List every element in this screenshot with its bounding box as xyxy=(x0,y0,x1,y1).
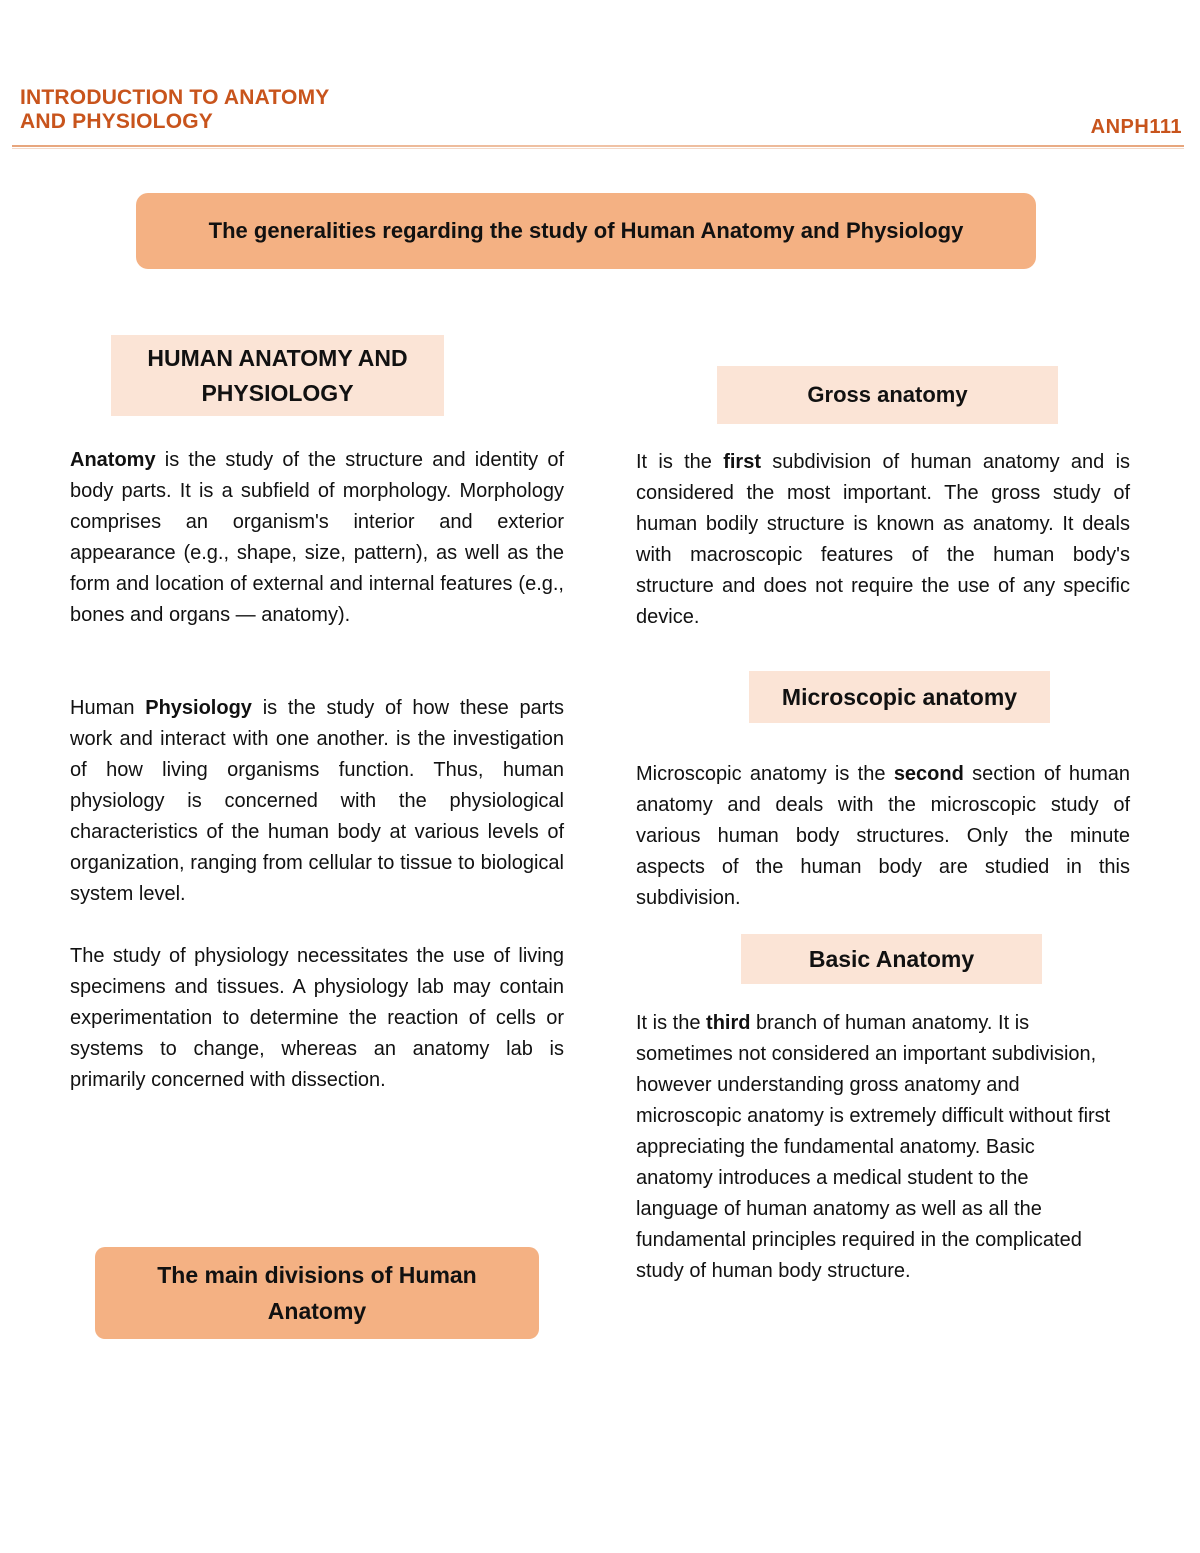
microscopic-text: section of human anatomy and deals with the microscopic study of various human body structures. Only the minute aspects of the human body are studied in this subdivision. xyxy=(636,763,1130,909)
gross-anatomy-heading-text: Gross anatomy xyxy=(807,382,968,407)
microscopic-anatomy-paragraph xyxy=(636,759,1130,914)
lab-paragraph xyxy=(70,941,564,1096)
microscopic-anatomy-heading xyxy=(749,671,1050,723)
physiology-prefix: Human xyxy=(70,697,146,719)
physiology-paragraph xyxy=(70,693,564,910)
basic-prefix: It is the xyxy=(636,1012,707,1034)
lab-text: The study of physiology necessitates the use of living specimens and tissues. A physiology lab may contain experimentation to determine the reaction of cells or systems to change, whereas an anatomy lab is primarily concerned with dissection. xyxy=(70,945,564,1091)
generalities-banner xyxy=(136,193,1036,269)
document-title xyxy=(20,86,329,134)
heading-line2: PHYSIOLOGY xyxy=(201,379,354,406)
basic-term: third xyxy=(706,1012,751,1034)
generalities-banner-text: The generalities regarding the study of Human Anatomy and Physiology xyxy=(208,218,964,243)
physiology-text: is the study of how these parts work and interact with one another. is the investigation of how living organisms function. Thus, human physiology is concerned with the physiological characteristics of the human body at various levels of organization, ranging from cellular to tissue to biological system level. xyxy=(70,697,565,905)
gross-anatomy-paragraph xyxy=(636,447,1130,633)
microscopic-term: second xyxy=(893,763,964,785)
basic-anatomy-heading xyxy=(741,934,1042,984)
main-divisions-line2: Anatomy xyxy=(267,1298,367,1324)
microscopic-anatomy-heading-text: Microscopic anatomy xyxy=(781,683,1018,710)
header-divider-shadow xyxy=(12,148,1184,149)
header-divider xyxy=(12,145,1184,147)
microscopic-prefix: Microscopic anatomy is the xyxy=(636,763,894,785)
gross-prefix: It is the xyxy=(636,451,724,473)
basic-anatomy-heading-text: Basic Anatomy xyxy=(808,945,975,972)
gross-anatomy-heading xyxy=(717,366,1058,424)
document-title-line2: AND PHYSIOLOGY xyxy=(20,110,213,133)
anatomy-text: is the study of the structure and identity of body parts. It is a subfield of morphology. Morphology comprises an organism's interior and exterior appearance (e.g., shape, size, pattern), as well as the form and location of external and internal features (e.g., bones and organs — anatomy). xyxy=(70,449,564,626)
basic-text: branch of human anatomy. It is sometimes not considered an important subdivision, however understanding gross anatomy and microscopic anatomy is extremely difficult without first appreciating the fundamental anatomy. Basic anatomy introduces a medical student to the language of human anatomy as well as all the fundamental principles required in the complicated study of human body structure. xyxy=(636,1012,1111,1282)
anatomy-term: Anatomy xyxy=(70,449,156,471)
main-divisions-banner xyxy=(95,1247,539,1339)
gross-text: subdivision of human anatomy and is considered the most important. The gross study of human bodily structure is known as anatomy. It deals with macroscopic features of the human body's structure and does not require the use of any specific device. xyxy=(636,451,1131,628)
document-title-line1: INTRODUCTION TO ANATOMY xyxy=(20,86,330,109)
main-divisions-line1: The main divisions of Human xyxy=(157,1262,477,1288)
human-anatomy-physiology-heading xyxy=(111,335,444,416)
physiology-term: Physiology xyxy=(145,697,252,719)
anatomy-paragraph xyxy=(70,445,564,631)
gross-term: first xyxy=(723,451,762,473)
course-code: ANPH111 xyxy=(1090,116,1182,138)
basic-anatomy-paragraph xyxy=(636,1008,1116,1287)
heading-line1: HUMAN ANATOMY AND xyxy=(147,344,408,371)
